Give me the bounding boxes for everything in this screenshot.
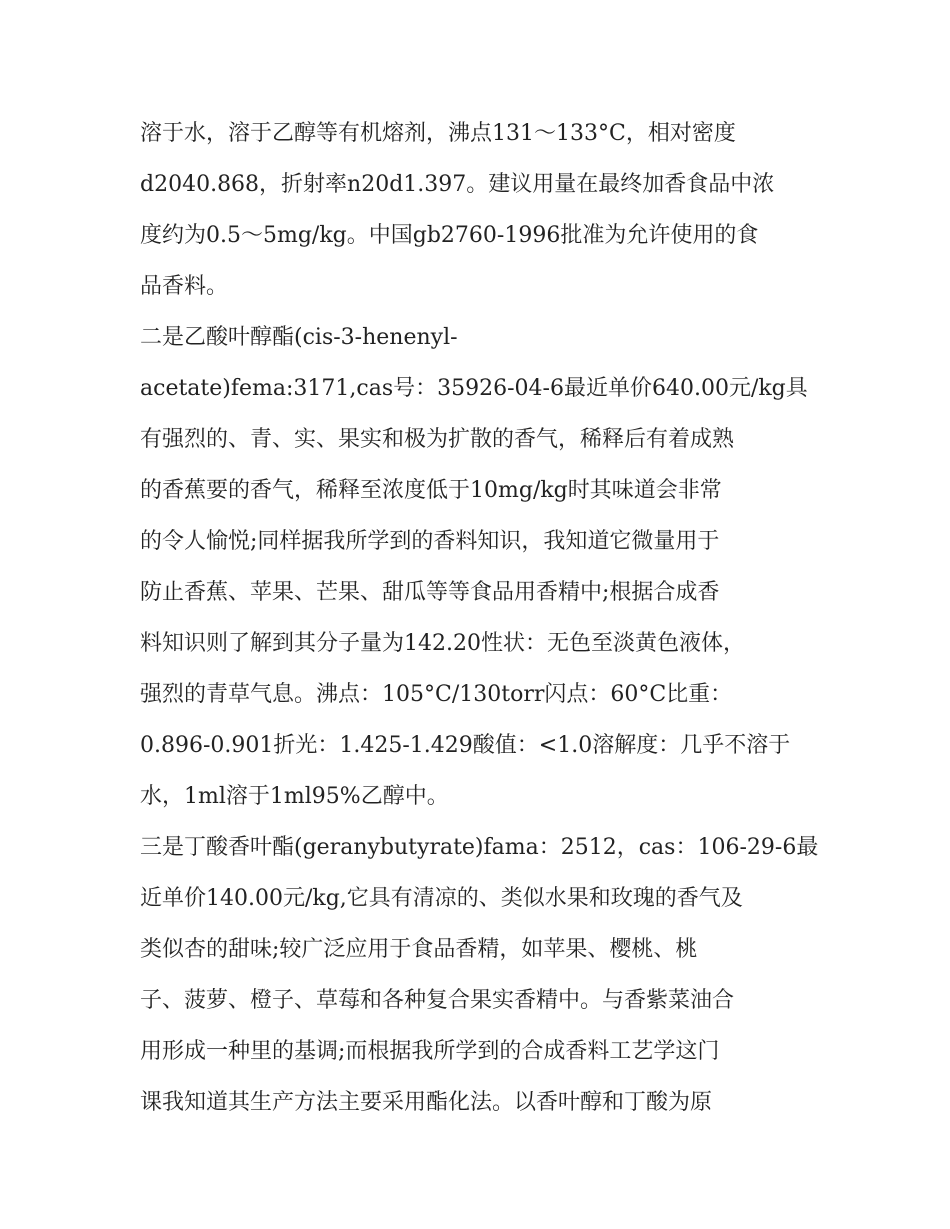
text-line: 0.896-0.901折光：1.425-1.429酸值：<1.0溶解度：几乎不溶于 xyxy=(140,733,791,758)
text-line: 料知识则了解到其分子量为142.20性状：无色至淡黄色液体， xyxy=(140,631,745,656)
text-line: 近单价140.00元/kg,它具有清凉的、类似水果和玫瑰的香气及 xyxy=(140,886,743,911)
text-line: 类似杏的甜味;较广泛应用于食品香精，如苹果、樱桃、桃 xyxy=(140,937,698,962)
text-line: 三是丁酸香叶酯(geranybutyrate)fama：2512，cas：106-29-6最 xyxy=(140,835,819,860)
text-line: 课我知道其生产方法主要采用酯化法。以香叶醇和丁酸为原 xyxy=(140,1090,713,1115)
text-line: acetate)fema:3171,cas号：35926-04-6最近单价640.00元/kg具 xyxy=(140,376,808,401)
text-line: 强烈的青草气息。沸点：105°C/130torr闪点：60°C比重： xyxy=(140,682,733,707)
text-line: 防止香蕉、苹果、芒果、甜瓜等等食品用香精中;根据合成香 xyxy=(140,580,720,605)
text-line: 有强烈的、青、实、果实和极为扩散的香气，稀释后有着成熟 xyxy=(140,427,735,452)
text-line: 二是乙酸叶醇酯(cis-3-henenyl- xyxy=(140,325,458,350)
text-line: 溶于水，溶于乙醇等有机熔剂，沸点131～133°C，相对密度 xyxy=(140,121,736,146)
document-body-text xyxy=(140,108,819,1128)
text-line: 度约为0.5～5mg/kg。中国gb2760-1996批准为允许使用的食 xyxy=(140,223,759,248)
text-line: 水，1ml溶于1ml95%乙醇中。 xyxy=(140,784,449,809)
text-line: 品香料。 xyxy=(140,274,229,299)
text-line: 用形成一种里的基调;而根据我所学到的合成香料工艺学这门 xyxy=(140,1039,720,1064)
text-line: 子、菠萝、橙子、草莓和各种复合果实香精中。与香紫菜油合 xyxy=(140,988,735,1013)
text-line: 的香蕉要的香气，稀释至浓度低于10mg/kg时其味道会非常 xyxy=(140,478,722,503)
text-line: d2040.868，折射率n20d1.397。建议用量在最终加香食品中浓 xyxy=(140,172,775,197)
text-line: 的令人愉悦;同样据我所学到的香料知识，我知道它微量用于 xyxy=(140,529,720,554)
